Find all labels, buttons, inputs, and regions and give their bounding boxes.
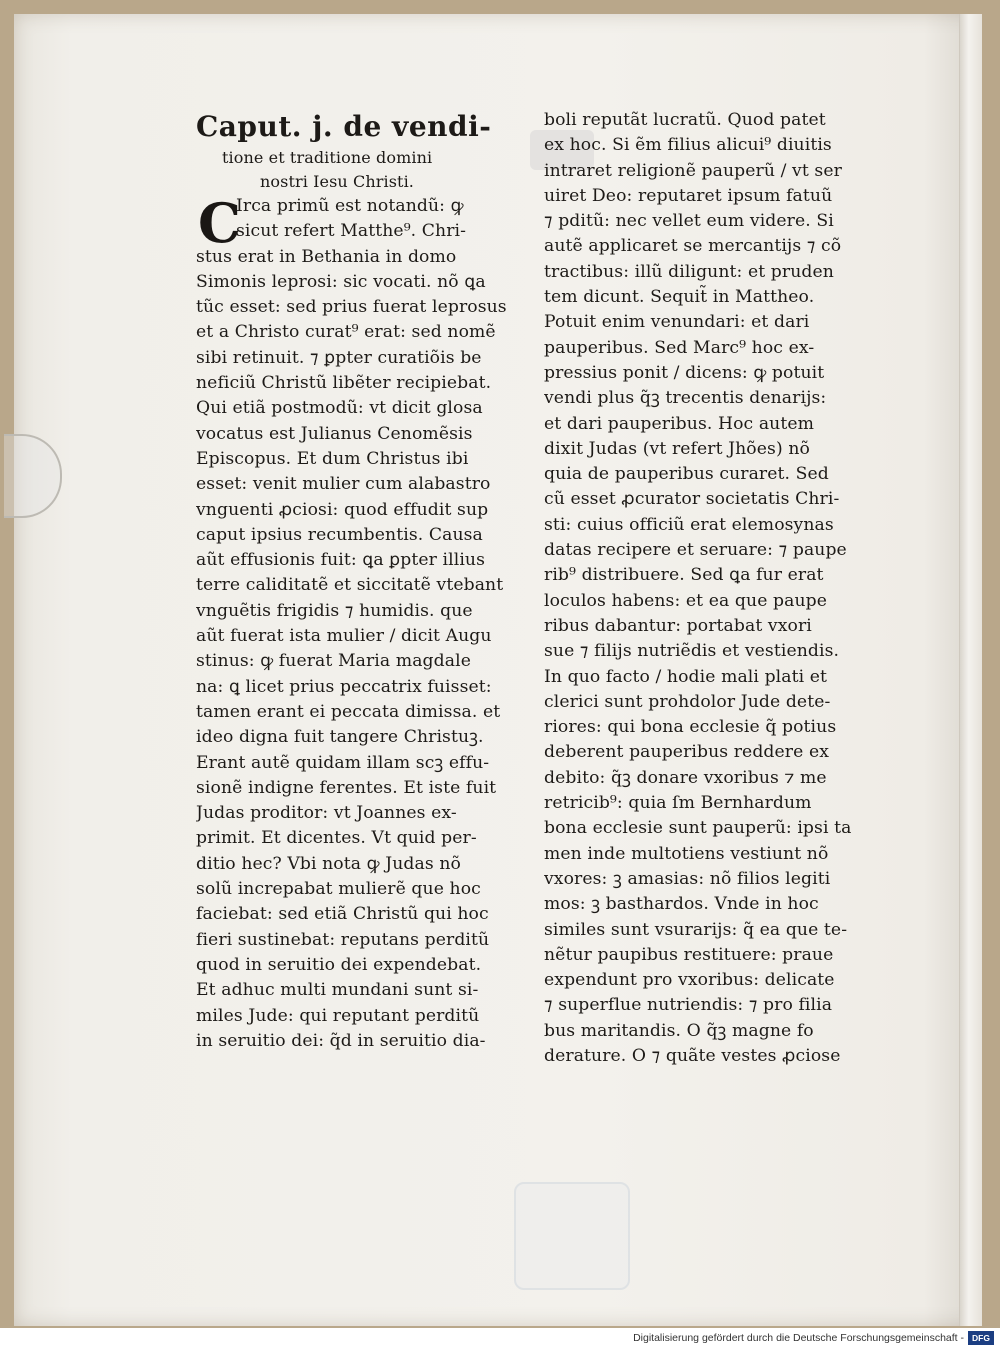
text-line: miles Jude: qui reputant perditũ [196,1005,480,1026]
drop-cap-initial: C [198,191,242,255]
text-line: tem dicunt. Sequit̃ in Mattheo. [544,287,815,308]
text-line: autẽ applicaret se mercantijs ⁊ cõ [544,236,842,257]
text-line: faciebat: sed etiã Christũ qui hoc [196,904,489,925]
footer-bar [0,1328,1000,1350]
text-line: terre caliditatẽ et siccitatẽ vtebant [196,575,504,596]
funding-notice: Digitalisierung gefördert durch die Deutsche Forschungsgemeinschaft - [633,1332,964,1344]
text-line: Qui etiã postmodũ: vt dicit glosa [196,398,483,419]
text-line: ⁊ superflue nutriendis: ⁊ pro filia [544,995,833,1016]
text-line: ditio hec? Vbi nota ꝙ Judas nõ [196,853,461,874]
page-gutter [959,14,982,1326]
text-line: ideo digna fuit tangere Christuꝫ. [196,727,484,748]
text-line: ex hoc. Si ẽm filius alicui⁹ diuitis [544,135,832,156]
text-line: nẽtur paupibus restituere: praue [544,944,834,965]
text-line: vendi plus q̃ꝫ trecentis denarijs: [544,388,827,409]
text-line: Episcopus. Et dum Christus ibi [196,448,469,469]
text-line: et dari pauperibus. Hoc autem [544,413,815,434]
text-line: ⁊ pditũ: nec vellet eum videre. Si [544,211,834,232]
text-line: datas recipere et seruare: ⁊ paupe [544,540,847,561]
text-line: deberent pauperibus reddere ex [544,742,830,763]
text-line: primit. Et dicentes. Vt quid per- [196,828,477,849]
text-line: sti: cuius officiũ erat elemosynas [544,514,834,535]
right-column-body [544,108,870,1069]
text-line: Irca primũ est notandũ: ꝙ [236,196,464,216]
text-line: pressius ponit / dicens: ꝙ potuit [544,362,825,383]
text-line: solũ increpabat mulierẽ que hoc [196,879,481,900]
chapter-subtitle-line: nostri Iesu Christi. [260,172,414,191]
text-line: caput ipsius recumbentis. Causa [196,524,483,545]
right-text-column [544,108,870,1069]
text-line: Erant autẽ quidam illam scꝫ effu- [196,752,490,773]
text-line: esset: venit mulier cum alabastro [196,474,491,495]
text-line: bus maritandis. O q̃ꝫ magne fo [544,1020,814,1041]
text-line: In quo facto / hodie mali plati et [544,666,828,687]
text-line: riores: qui bona ecclesie q̃ potius [544,717,837,738]
text-line: quod in seruitio dei expendebat. [196,954,482,975]
text-line: tractibus: illũ diligunt: et pruden [544,261,834,282]
chapter-subtitle-line: tione et traditione domini [222,148,433,167]
text-line: fieri sustinebat: reputans perditũ [196,929,490,950]
text-line: sionẽ indigne ferentes. Et iste fuit [196,777,497,798]
left-column-body [196,191,526,1054]
text-line: boli reputãt lucratũ. Quod patet [544,110,826,130]
text-line: similes sunt vsurarijs: q̃ ea que te- [544,919,848,940]
text-line: stus erat in Bethania in domo [196,246,457,267]
text-line: Judas proditor: vt Joannes ex- [196,803,457,824]
library-stamp [514,1182,630,1290]
text-line: Simonis leprosi: sic vocati. nõ ꝗa [196,271,486,292]
text-line: et a Christo curat⁹ erat: sed nomẽ [196,322,496,343]
text-line: vxores: ꝫ amasias: nõ filios legiti [544,868,831,889]
text-line: quia de pauperibus curaret. Sed [544,464,829,485]
text-line: Et adhuc multi mundani sunt si- [196,980,479,1001]
text-line: bona ecclesie sunt pauperũ: ipsi ta [544,818,852,839]
text-line: vnguẽtis frigidis ⁊ humidis. que [196,600,473,621]
text-line: pauperibus. Sed Marc⁹ hoc ex- [544,337,815,358]
text-line: vnguenti ꝓciosi: quod effudit sup [196,499,489,520]
text-line: sicut refert Matthe⁹. Chri- [236,221,467,242]
text-line: aũt fuerat ista mulier / dicit Augu [196,626,492,647]
text-line: debito: q̃ꝫ donare vxoribus ⁊ me [544,767,827,788]
text-line: neficiũ Christũ libẽter recipiebat. [196,373,492,394]
text-line: loculos habens: et ea que paupe [544,590,828,611]
dfg-logo: DFG [968,1331,994,1345]
text-line: rib⁹ distribuere. Sed ꝗa fur erat [544,565,824,586]
text-line: stinus: ꝙ fuerat Maria magdale [196,651,471,672]
text-line: uiret Deo: reputaret ipsum fatuũ [544,185,833,206]
left-text-column [196,108,526,1054]
chapter-title: Caput. j. de vendi- [196,110,492,143]
text-line: tamen erant ei peccata dimissa. et [196,701,501,722]
text-line: aũt effusionis fuit: ꝗa ꝑpter illius [196,550,486,571]
text-line: ribus dabantur: portabat vxori [544,615,812,636]
text-line: vocatus est Julianus Cenomẽsis [196,423,473,444]
text-line: derature. O ⁊ quãte vestes ꝓciose [544,1045,841,1066]
text-line: men inde multotiens vestiunt nõ [544,843,829,864]
text-line: retricib⁹: quia ſm Bernhardum [544,793,812,814]
text-line: dixit Judas (vt refert Jhões) nõ [544,438,810,459]
text-line: cũ esset ꝓcurator societatis Chri- [544,489,840,510]
text-line: tũc esset: sed prius fuerat leprosus [196,297,507,318]
text-line: clerici sunt prohdolor Jude dete- [544,691,831,712]
text-line: expendunt pro vxoribus: delicate [544,970,835,991]
text-line: intraret religionẽ pauperũ / vt ser [544,160,842,181]
text-line: sibi retinuit. ⁊ ꝑpter curatiõis be [196,347,482,368]
text-line: sue ⁊ filijs nutriẽdis et vestiendis. [544,641,840,662]
page-clip-mark [4,434,62,518]
text-line: na: ꝗ licet prius peccatrix fuisset: [196,676,492,697]
text-line: Potuit enim venundari: et dari [544,312,810,333]
text-line: in seruitio dei: q̃d in seruitio dia- [196,1030,486,1051]
text-line: mos: ꝫ basthardos. Vnde in hoc [544,894,819,915]
